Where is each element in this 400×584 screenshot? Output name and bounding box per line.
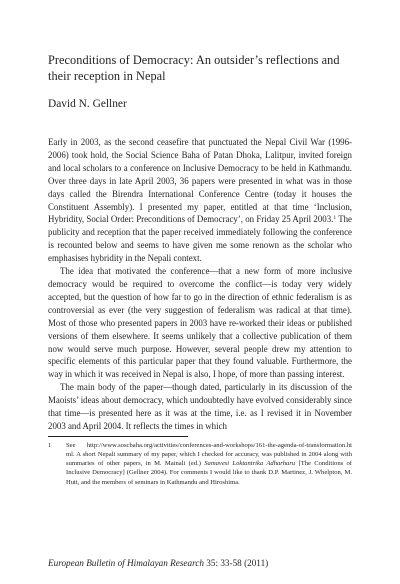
footnote-url-link[interactable]: http://www.soscbaha.org/activities/conferences-and-workshops/161-the-agenda-of-transformation.html [66, 441, 352, 459]
footnote-text [66, 441, 352, 487]
article-title-line-2: their reception in Nepal [48, 69, 166, 83]
footnote [48, 441, 352, 487]
footnote-number: 1 [48, 441, 52, 449]
article-title [48, 52, 352, 84]
footnote-divider [48, 436, 188, 437]
footnote-marker: 1 [333, 215, 337, 222]
footnote-text-2: [The Conditions of Inclusive Democracy] (Gellner 2004). For comments I would like to thank D.P. Martinez, J. Whelpton, M. Hutt, and the members of seminars in Kathmandu and Hiroshima. [66, 460, 352, 486]
journal-citation [48, 558, 268, 568]
article-body [48, 136, 352, 433]
paragraph-2: The idea that motivated the conference—that a new form of more inclusive democracy would be required to overcome the conflict—is today very widely accepted, but the question of how far to go in the direction of ethnic federalism is as controversial as ever (the very suggestion of federalism was radical at that time). Most of those who presented papers in 2003 have re-worked their ideas or published versions of them elsewhere. It seems unlikely that a collective publication of them now would serve much purpose. However, several people drew my attention to specific elements of this particular paper that they found valuable. Furthermore, the way in which it was received in Nepal is also, I hope, of more than passing interest. [48, 266, 352, 380]
paragraph-1-continuation: The publicity and reception that the paper received immediately following the conference is recounted below and seems to have given me some renown as the scholar who emphasises hybridity in the Nepali context. [48, 214, 352, 264]
article-author: David N. Gellner [48, 98, 127, 110]
footnote-text-1: . A short Nepali summary of my paper, which I checked for accuracy, was published in 2004 along with summaries of other papers, in M. Mainali (ed.) [66, 451, 352, 468]
journal-pages: 35: 33-58 (2011) [204, 558, 269, 568]
journal-name: European Bulletin of Himalayan Research [48, 558, 204, 568]
paragraph-3: The main body of the paper—though dated, particularly in its discussion of the Maoists’ ideas about democracy, which undoubtedly have evolved considerably since that time—is presented here as it was at the time, i.e. as I revised it in November 2003 and April 2004. It reflects the times in which [48, 382, 352, 431]
paragraph-1 [48, 136, 352, 265]
footnote-italic-title: Samavesi Loktantrika Adharharu [204, 460, 296, 468]
paragraph-1-text: Early in 2003, as the second ceasefire that punctuated the Nepal Civil War (1996-2006) took hold, the Social Science Baha of Patan Dhoka, Lalitpur, invited foreign and local scholars to a conference on Inclusive Democracy to be held in Kathmandu. Over three days in late April 2003, 36 papers were presented in what was in those days called the Birendra International Conference Centre (today it houses the Constituent Assembly). I presented my paper, entitled at that time ‘Inclusion, Hybridity, Social Order: Preconditions of Democracy’, on Friday 25 April 2003. [48, 137, 352, 225]
footnote-see: See [66, 441, 76, 449]
article-title-line-1: Preconditions of Democracy: An outsider’s reflections and [48, 53, 340, 67]
